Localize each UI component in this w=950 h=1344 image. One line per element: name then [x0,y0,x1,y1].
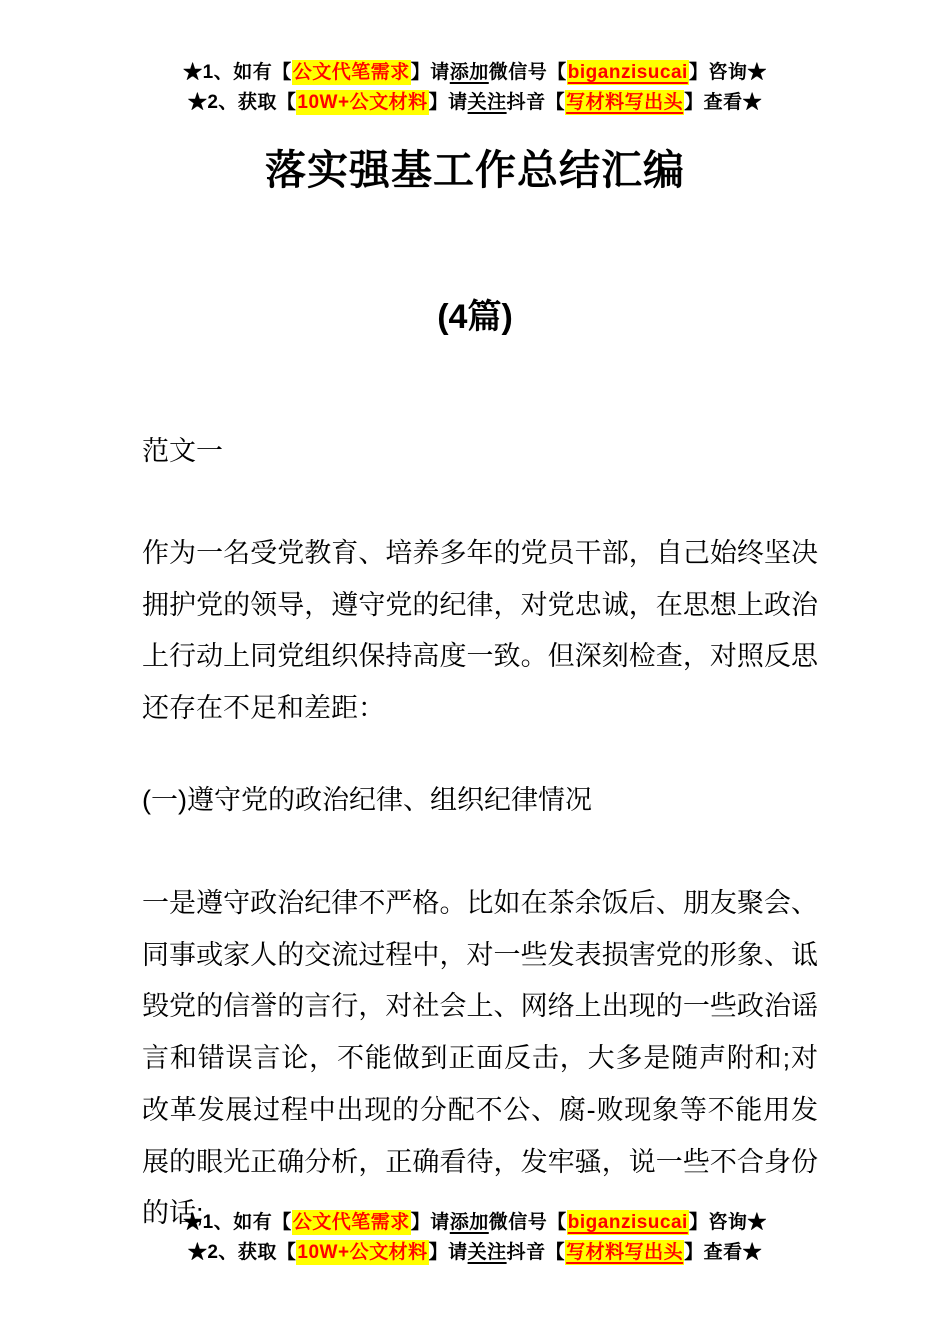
promo-text-prefix: ★1、如有【 [183,1212,292,1233]
subheading-discipline: (一)遵守党的政治纪律、组织纪律情况 [142,785,592,815]
promo-header-line-1 [0,58,950,88]
promo-douyin-id: 写材料写出头 [566,92,684,113]
promo-highlight-materials: 10W+公文材料 [297,1242,428,1263]
paragraph-2: 一是遵守政治纪律不严格。比如在茶余饭后、朋友聚会、同事或家人的交流过程中，对一些发表损害党的形象、诋毁党的信誉的言行，对社会上、网络上出现的一些政治谣言和错误言论，不能做到正面反击，大多是随声附和;对改革发展过程中出现的分配不公、腐-败现象等不能用发展的眼光正确分析，正确看待，发牢骚，说一些不合身份的话; [142,888,818,1229]
promo-text-mid1: 】请 [410,62,450,83]
promo-text-prefix: ★1、如有【 [183,62,292,83]
promo-underline-follow: 关注 [467,1242,507,1263]
promo-footer [0,1208,950,1268]
promo-text-prefix: ★2、获取【 [187,1242,297,1263]
promo-text-mid1: 】请 [410,1212,450,1233]
promo-header-line-2 [0,88,950,118]
promo-text-prefix: ★2、获取【 [187,92,297,113]
promo-footer-line-1 [0,1208,950,1238]
promo-header [0,58,950,118]
promo-underline-add: 添加 [449,1212,489,1233]
document-subtitle: (4篇) [437,298,513,336]
promo-text-suffix: 】咨询★ [688,62,767,83]
promo-wechat-id: biganzisucai [567,62,688,83]
promo-text-suffix: 】查看★ [684,92,763,113]
promo-douyin-id: 写材料写出头 [566,1242,684,1263]
promo-text-mid2: 微信号【 [488,62,567,83]
promo-text-mid1: 】请 [428,92,468,113]
promo-text-suffix: 】查看★ [684,1242,763,1263]
promo-underline-follow: 关注 [467,92,507,113]
promo-text-mid2: 抖音【 [506,92,566,113]
promo-text-suffix: 】咨询★ [688,1212,767,1233]
promo-footer-line-2 [0,1238,950,1268]
promo-text-mid1: 】请 [428,1242,468,1263]
promo-wechat-id: biganzisucai [567,1212,688,1233]
promo-underline-add: 添加 [449,62,489,83]
section-label: 范文一 [142,436,223,466]
promo-text-mid2: 抖音【 [506,1242,566,1263]
promo-highlight-writing-service: 公文代笔需求 [292,62,410,83]
promo-highlight-materials: 10W+公文材料 [297,92,428,113]
document-title: 落实强基工作总结汇编 [265,147,685,193]
promo-text-mid2: 微信号【 [488,1212,567,1233]
paragraph-1: 作为一名受党教育、培养多年的党员干部，自己始终坚决拥护党的领导，遵守党的纪律，对党忠诚，在思想上政治上行动上同党组织保持高度一致。但深刻检查，对照反思还存在不足和差距： [142,538,818,724]
promo-highlight-writing-service: 公文代笔需求 [292,1212,410,1233]
